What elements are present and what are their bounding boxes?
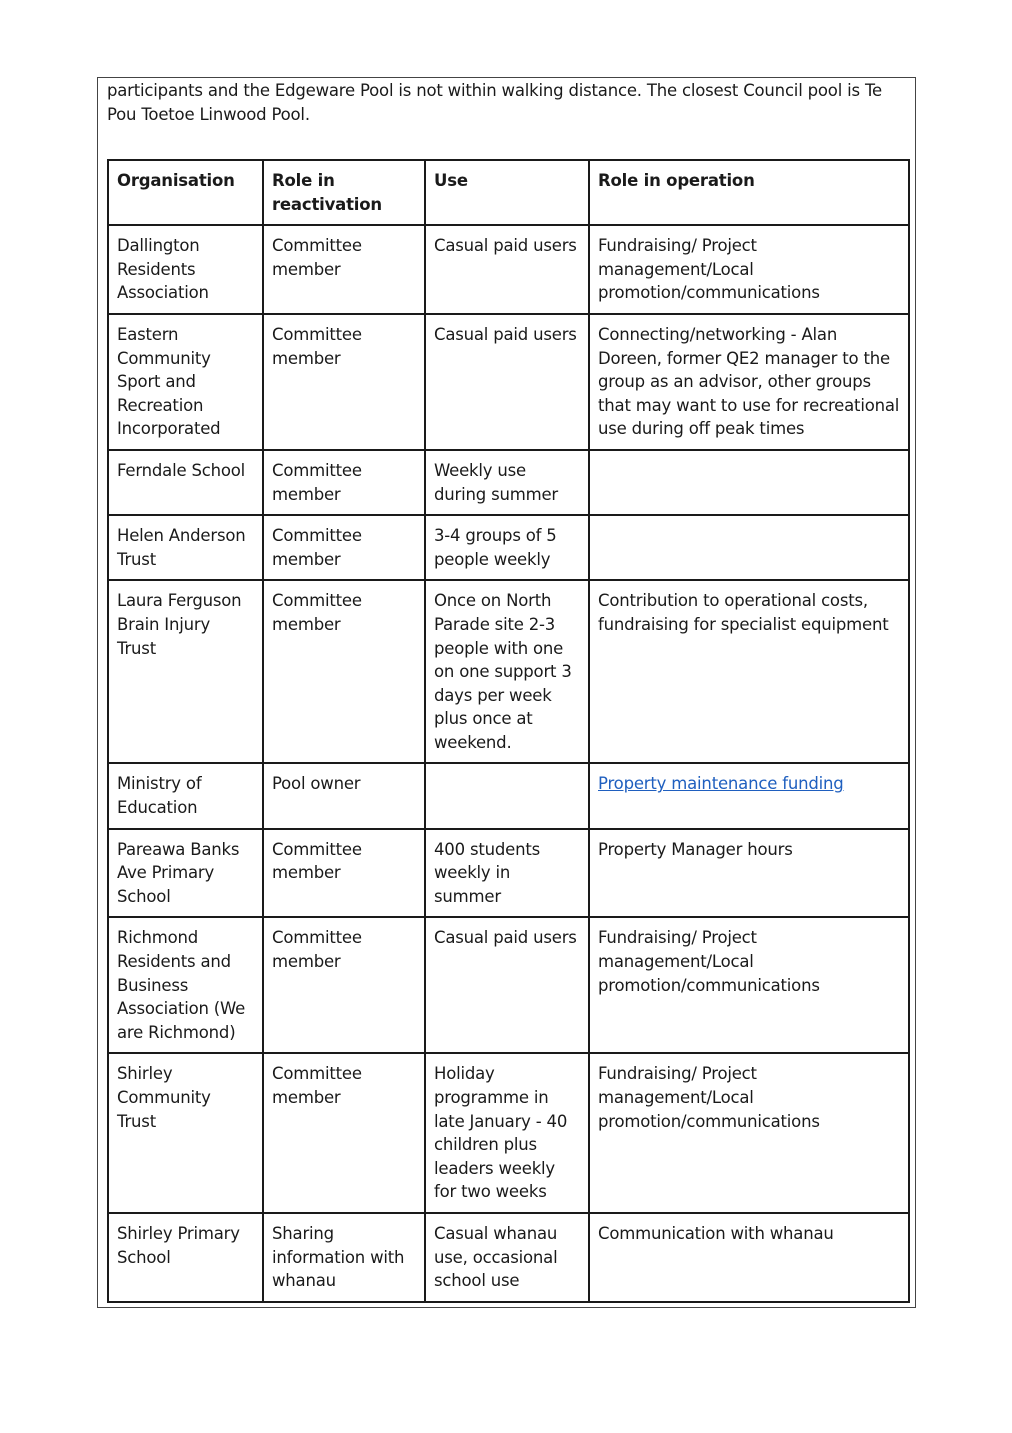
cell-operation: Fundraising/ Project management/Local promotion/communications (589, 1053, 909, 1213)
cell-organisation: Laura Ferguson Brain Injury Trust (108, 580, 263, 763)
cell-role: Committee member (263, 450, 425, 515)
table-row (108, 515, 909, 580)
header-use: Use (425, 160, 589, 225)
cell-use (425, 763, 589, 828)
cell-role: Committee member (263, 515, 425, 580)
cell-role: Committee member (263, 829, 425, 918)
cell-organisation: Helen Anderson Trust (108, 515, 263, 580)
table-row (108, 829, 909, 918)
cell-operation (589, 450, 909, 515)
property-maintenance-funding-link[interactable]: Property maintenance funding (598, 774, 844, 794)
cell-organisation: Pareawa Banks Ave Primary School (108, 829, 263, 918)
cell-organisation: Richmond Residents and Business Association (We are Richmond) (108, 917, 263, 1053)
header-role-in-operation: Role in operation (589, 160, 909, 225)
cell-operation: Communication with whanau (589, 1213, 909, 1302)
cell-operation: Connecting/networking - Alan Doreen, former QE2 manager to the group as an advisor, other groups that may want to use for recreational use during off peak times (589, 314, 909, 450)
cell-use: Weekly use during summer (425, 450, 589, 515)
cell-role: Pool owner (263, 763, 425, 828)
cell-operation (589, 763, 909, 828)
cell-role: Committee member (263, 1053, 425, 1213)
cell-operation: Fundraising/ Project management/Local promotion/communications (589, 917, 909, 1053)
cell-organisation: Shirley Primary School (108, 1213, 263, 1302)
cell-role: Sharing information with whanau (263, 1213, 425, 1302)
table-row (108, 225, 909, 314)
cell-organisation: Dallington Residents Association (108, 225, 263, 314)
cell-use: 400 students weekly in summer (425, 829, 589, 918)
cell-use: 3-4 groups of 5 people weekly (425, 515, 589, 580)
cell-operation (589, 515, 909, 580)
header-role-in-reactivation: Role in reactivation (263, 160, 425, 225)
table-row (108, 1053, 909, 1213)
table-row (108, 917, 909, 1053)
cell-role: Committee member (263, 917, 425, 1053)
cell-operation: Fundraising/ Project management/Local promotion/communications (589, 225, 909, 314)
cell-use: Casual paid users (425, 917, 589, 1053)
table-row (108, 450, 909, 515)
cell-operation: Property Manager hours (589, 829, 909, 918)
table-row (108, 314, 909, 450)
cell-role: Committee member (263, 580, 425, 763)
cell-role: Committee member (263, 314, 425, 450)
table-header-row (108, 160, 909, 225)
cell-operation: Contribution to operational costs, fundraising for specialist equipment (589, 580, 909, 763)
cell-use: Once on North Parade site 2-3 people with one on one support 3 days per week plus once at weekend. (425, 580, 589, 763)
cell-organisation: Shirley Community Trust (108, 1053, 263, 1213)
cell-use: Casual paid users (425, 314, 589, 450)
table-row (108, 580, 909, 763)
table-row (108, 763, 909, 828)
cell-use: Casual whanau use, occasional school use (425, 1213, 589, 1302)
header-organisation: Organisation (108, 160, 263, 225)
cell-organisation: Ferndale School (108, 450, 263, 515)
cell-organisation: Ministry of Education (108, 763, 263, 828)
cell-use: Holiday programme in late January - 40 children plus leaders weekly for two weeks (425, 1053, 589, 1213)
cell-use: Casual paid users (425, 225, 589, 314)
table-row (108, 1213, 909, 1302)
intro-paragraph: participants and the Edgeware Pool is not within walking distance. The closest Council pool is Te Pou Toetoe Linwood Pool. (107, 81, 882, 124)
cell-organisation: Eastern Community Sport and Recreation Incorporated (108, 314, 263, 450)
cell-role: Committee member (263, 225, 425, 314)
organisations-table (107, 159, 910, 1303)
